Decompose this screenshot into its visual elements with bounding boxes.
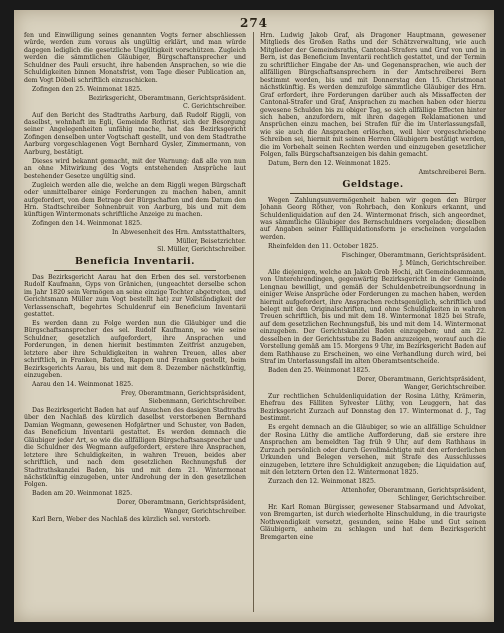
signature: In Abwesenheit des Hrn. Amtsstatthalters, (112, 229, 246, 237)
section-rule (54, 270, 216, 271)
signature: Müller, Beisetzrichter. (176, 237, 246, 245)
signature: J. Münch, Gerichtschreiber. (399, 260, 486, 268)
place-date: Aarau den 14. Weinmonat 1825. (32, 381, 134, 389)
notice-text: fen und Einwilligung seines genannten Vogts ferner abschliessen würde, werden zum voraus als ungültig erklärt, und man würde dagegen lediglich die gesetzliche Ungültigkeit vorschützen. Zugleich werden die sämmtlichen Gläubiger, Bürgschaftansprecher und Schuldner des Pauli ersucht, ihre habenden Ansprachen, so wie die Schuldigkeiten binnen Monatsfrist, vom Tage dieser Publication an, dem Vogt Döbeli schriftlich einzuschicken. (24, 32, 246, 84)
signature: Bezirksgericht, Oberamtmann, Gerichtspräsident. (88, 94, 246, 102)
notice-text: Zur rechtlichen Schuldenliquidation der Rosina Lüthy, Krämerin, Ehefrau des Fälliten Sylvester Lüthy, von Leuggern, hat das Bezirksgericht Zurzach auf Donnstag den 17. Wintermonat d. J., Tag bestimmt. (260, 392, 486, 423)
page-number: 274 (239, 16, 269, 30)
signature: Frey, Oberamtmann, Gerichtspräsident, (120, 389, 246, 397)
notice-text: Zugleich werden alle die, welche an dem Riggli wegen Bürgschaft oder unmittelbarer einige Forderungen zu machen haben, amnit aufgefordert, von dem Betrage der Bürgschaften und dem Datum den Hrn. Stadtschreiber Sohnenbruit von Aarburg, bis und mit dem künftigen Wintermonats schriftliche Anzeige zu machen. (24, 181, 246, 219)
signature: Wanger, Gerichtschreiber. (164, 507, 246, 515)
signature: Schlinger, Gerichtschreiber. (397, 495, 486, 503)
notice-text: Dieses wird bekannt gemacht, mit der Warnung: daß alle von nun an ohne Mitwirkung des Vogts entstehenden Ansprüche laut bestehender Gesetze ungültig sind. (24, 157, 246, 180)
notice-text: Wegen Zahlungsunvermögenheit haben wir gegen den Bürger Johann Georg Röther, von Rohrbach, den Konkurs erkannt, und Schuldenliquidation auf den 24. Wintermonat frisch, sich angeordnet, was sämmtliche Gläubiger des Bernschuldners vorgeladen; dieselben auf Angaben seiner Fallliquidationsform je erscheinen vorgeladen werden. (260, 196, 486, 241)
section-heading: Beneficia Inventarii. (75, 255, 195, 267)
signature: Sl. Müller, Gerichtschreiber. (157, 246, 246, 254)
signature: C. Gerichtschreiber. (182, 103, 246, 111)
signature: Amtschreiberei Bern. (418, 169, 486, 177)
notice-text: Karl Bern, Weber des Nachlaß des kürzlich sel. verstorb. (32, 516, 211, 524)
notice-text: Auf den Bericht des Stadtraths Aarburg, daß Rudolf Riggli, von daselbst, wohnhaft im Egli, Gemeinde Rothrist, sich der Besorgung seiner Angelegenheiten unfähig mache, hat das Bezirksgericht Zofingen denselben unter Vogtschaft gestellt, und von dem Stadtrathe Aarburg vorgeschlagenen Vogt Bernhard Gysler, Zimmermann, von Aarburg, bestätigt. (24, 111, 246, 156)
notice-text: Das Bezirksgericht Baden hat auf Ansuchen des dasigen Stadtraths über den Nachlaß des kürzlich daselbst verstorbenen Bernhard Damian Wegmann, gewesenen Hofgärtner und Schuster, von Baden, das Beneficium Inventarii gestattet. Es werden demnach die Gläubiger jeder Art, so wie die allfälligen Bürgschaftsansprecher und die Schuldner des Wegmann aufgefordert, erstere ihre Ansprachen, letztere ihre Schuldigkeiten, in wahren Treuen, beides aber schriftlich, und nach dem gesetzlichen Rechnungsfuß der Stadtrathskanzlei Baden, bis und mit dem 21. Wintermonat nächstkünftig einzugeben, unter Androhung der in den gesetzlichen Folgen. (24, 406, 246, 489)
signature: Siebenmann, Gerichtschreiber. (148, 398, 246, 406)
place-date: Zurzach den 12. Weinmonat 1825. (268, 477, 376, 485)
column-divider (253, 32, 254, 612)
section-rule (290, 193, 456, 194)
left-column (24, 32, 246, 614)
notice-text: Es ergeht demnach an die Gläubiger, so wie an allfällige Schuldner der Rosina Lüthy die amtliche Aufforderung, daß sie erstere ihre Ansprachen am bemeldten Tag früh 9 Uhr, auf dem Rathhaus in Zurzach persönlich oder durch Gevollmächtigte mit den erforderlichen Urkunden und Belegen versehen, mit Strafe des Ausschlusses einzugeben, letztere ihre Schuldigkeit anzugeben; die Liquidation auf, mit den letztern Orten den 12. Wintermonat 1825. (260, 424, 486, 476)
newspaper-page (14, 10, 494, 622)
signature: Attenhofer, Oberamtmann, Gerichtspräsident, (341, 486, 486, 494)
signature: Dorer, Oberamtmann, Gerichtspräsident, (356, 376, 486, 384)
notice-text: Hrn. Ludwig Jakob Graf, als Dragoner Hauptmann, gewesener Mitglieds des Großen Raths und der Schätzverwaltung, wie auch Mitglieder der Gemeindsraths, Cantonal-Strafers und Graf von und in Bern, ist das Beneficium Inventarii rechtlich gestattet, und der Termin zu schriftlicher Eingabe der An- und Gegenansprachen, wie auch der allfälligen Bürgschaftsansprechern in der Amtschreiberei Bern bestimmt worden, bis und mit Donnerstag den 15. Christmonat nächstkünftig. Es werden demzufolge sämmtliche Gläubiger des Hrn. Graf erfordert, ihre Forderungen darüber auch als Missaffecten der Cantonal-Strafer und Graf, Ansprachen zu machen haben oder hierzu gewesene Schulden bis zu obiger Tag, so sich allfällige Effecten hinter sich haben, anzufordern, mit ihren dagegen Reklamationen und Ansprüchen einzu machen, bei Strafen für die im Unterlassungsfall, wie sie auch die Ansprachen erlöschen, weil hier vorgeschriebene Schreiben sei, hiermit mit seinen Herren Gläubigern bestätigt werden, die im Vorbehalt seinen Rechten werden und einzugeben gesetzlicher Folgen, falls Bürgschaftsanzeigen bis dahin gemacht. (260, 32, 486, 159)
signature: Wanger, Gerichtschreiber. (404, 384, 486, 392)
right-column (260, 32, 486, 614)
place-date: Baden am 20. Weinmonat 1825. (32, 490, 133, 498)
place-date: Rheinfelden den 11. October 1825. (268, 242, 379, 250)
signature: Fischinger, Oberamtmann, Gerichtspräsident. (341, 251, 486, 259)
notice-text: Hr. Karl Roman Bürgisser, gewesener Stabsarmand und Advokat, von Bremgarten, ist durch wiederholte Hinschuldung, in die traurigste Nothwendigkeit versetzt, gesunden, seine Habe und Gut seinen Gläubigern, anheim zu schlagen und hat dem Bezirksgericht Bremgarten eine (260, 503, 486, 541)
section-heading: Geldstage. (342, 178, 404, 190)
place-date: Baden den 25. Weinmonat 1825. (268, 367, 371, 375)
place-date: Datum, Bern den 12. Weinmonat 1825. (268, 160, 391, 168)
signature: Dorer, Oberamtmann, Gerichtspräsident, (116, 499, 246, 507)
notice-text: Alle diejenigen, welche an Jakob Grob Hochi, alt Gemeindeammann, von Unterehrendingen, gegenwärtig Bezirksgericht in der Gemeinde Lengnau bewilligt, und gemäß der Schuldenbetreibungsordnung in einiger Weise Ansprüche oder Forderungen zu machen haben, werden hiermit aufgefordert, ihre Ansprachen rechtsgenüglich, schriftlich und belegt mit den Originalschriften, und ohne Schuldigkeiten in wahren Treuen schriftlich, bis und mit dem 18. Wintermonat 1825 bei Strafe, auf dem gesetzlichen Rechnungsfuß, bis und mit dem 14. Wintermonat einzugeben. Der Gerichtskanzlei Baden einzugeben; und am 22. desselben in der Gerichtsstube zu Baden anzuzeigen, worauf auch die Vorstellung gemäß am 15. Morgens 9 Uhr, im Bezirksgericht Baden auf dem Rathhause zu Erscheinen, wo eine Verhandlung durch wird, bei Straf im Unterlassungsfall im alten Oberamtsentscheide. (260, 268, 486, 366)
notice-text: Es werden dann zu Folge werden nun die Gläubiger und die Bürgschaftsansprecher des sel. Rudolf Kaufmann, so wie seine Schuldner, gesetzlich aufgefordert, ihre Ansprachen und Forderungen, in denen hiermit bestimmten Zeitfrist anzugeben, letztere aber ihre Schuldigkeiten in wahren Treuen, alles aber schriftlich, in Franken, Batzen, Rappen und Franken gestellt, beim Bezirksgerichts Aarau, bis und mit dem 8. Dezember nächstkünftig, einzugeben. (24, 319, 246, 380)
place-date: Zofingen den 25. Weinmonat 1825. (32, 85, 143, 93)
place-date: Zofingen den 14. Weinmonat 1825. (32, 220, 143, 228)
notice-text: Das Bezirksgericht Aarau hat den Erben des sel. verstorbenen Rudolf Kaufmann, Gyps von Gränichen, (ungeachtet derselbe schon im Jahr 1820 sein Vermögen an seine einzige Tochter abgetreten, und Gerichtsmann Müller zum Vogt bestellt hat) zur Vollständigkeit der Verlassenschaft, begehrtes Schuldenruf ein Beneficium Inventarii gestattet. (24, 273, 246, 318)
